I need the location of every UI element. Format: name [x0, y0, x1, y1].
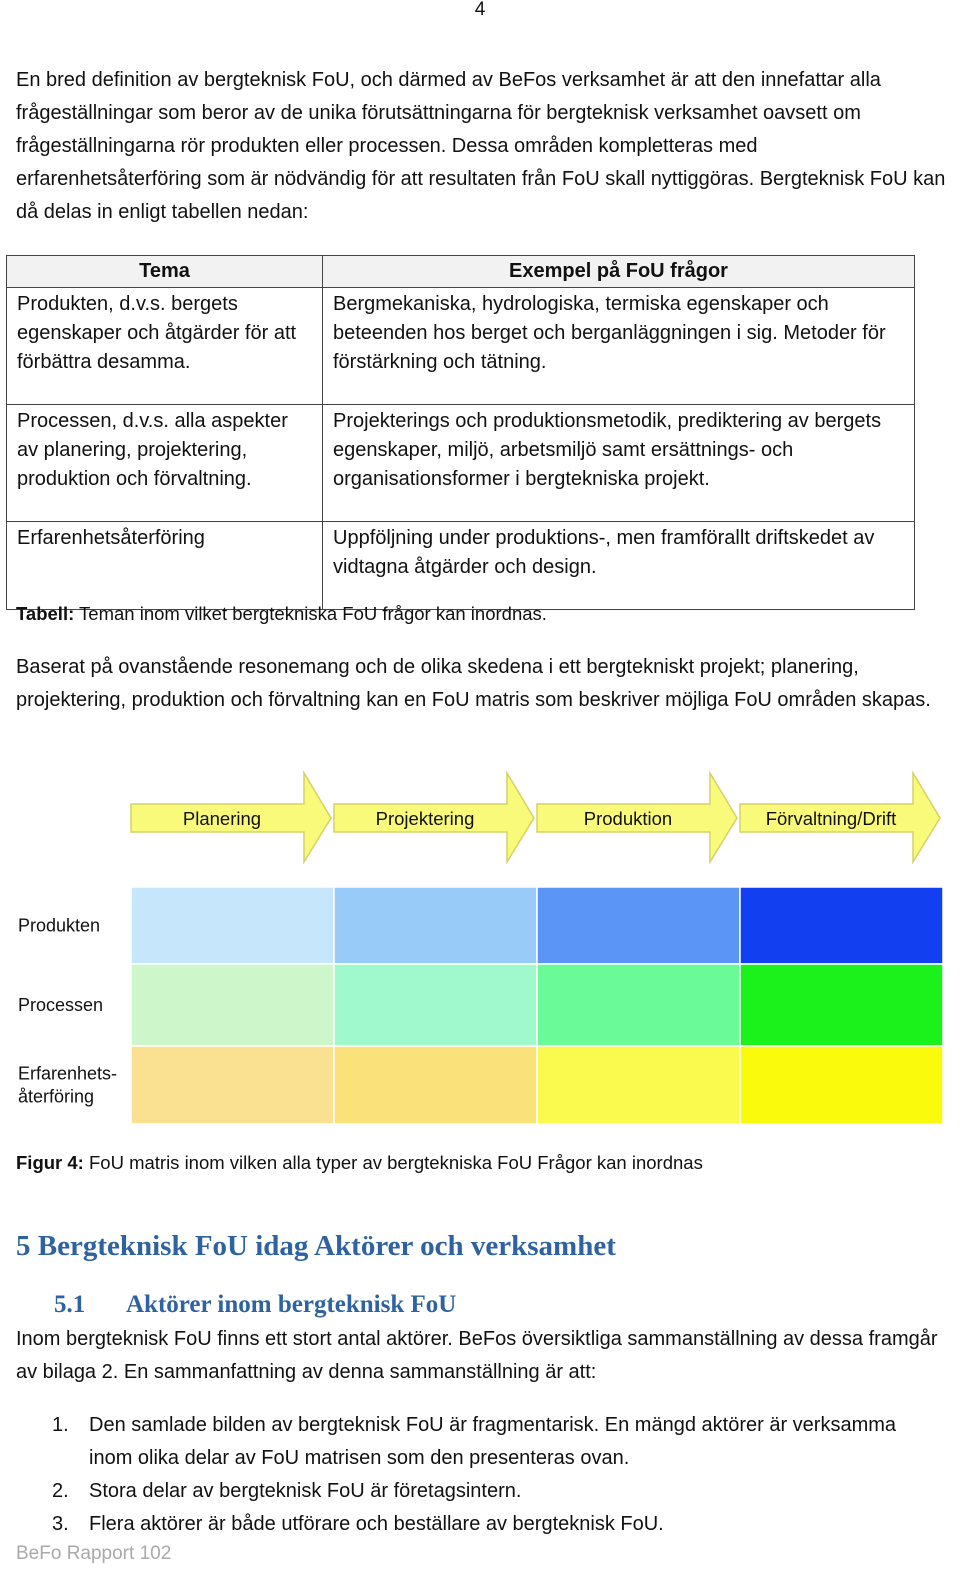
table-row [7, 522, 915, 610]
table-header-exempel: Exempel på FoU frågor [323, 256, 915, 288]
row-label-processen: Processen [18, 995, 104, 1015]
row-label-erfarenhets: Erfarenhets-återföring [18, 1063, 118, 1107]
subsection-title: Aktörer inom bergteknisk FoU [126, 1291, 457, 1318]
phase-label-produktion: Produktion [583, 808, 673, 829]
list-marker: 3. [52, 1513, 69, 1535]
section-paragraph: Inom bergteknisk FoU finns ett stort antal aktörer. BeFos översiktliga sammanställning av dessa framgår av bilaga 2. En sammanfattning av denna sammanställning är att: [16, 1328, 938, 1383]
matrix-cell [740, 964, 943, 1046]
table-header-tema: Tema [7, 256, 323, 288]
matrix-cell [131, 1046, 334, 1124]
fou-theme-table [6, 255, 915, 610]
matrix-cell [131, 887, 334, 964]
matrix-cell [334, 964, 537, 1046]
phase-label-f-rvaltning-drift: Förvaltning/Drift [765, 808, 897, 829]
list-item [16, 1409, 926, 1475]
matrix-intro-paragraph: Baserat på ovanstående resonemang och de olika skedena i ett bergtekniskt projekt; planering, projektering, produktion och förvaltning kan en FoU matris som beskriver möjliga FoU områden skapas. [16, 656, 931, 711]
matrix-cell [131, 964, 334, 1046]
list-item [16, 1508, 926, 1541]
table-cell-tema: Produkten, d.v.s. bergets egenskaper och åtgärder för att förbättra desamma. [7, 288, 323, 405]
table-cell-exempel: Uppföljning under produktions-, men framförallt driftskedet av vidtagna åtgärder och design. [323, 522, 915, 610]
footer-report-label: BeFo Rapport 102 [16, 1543, 172, 1564]
table-row [7, 405, 915, 522]
list-marker: 1. [52, 1414, 69, 1436]
phase-label-projektering: Projektering [375, 808, 475, 829]
figure-caption-label: Figur 4: [16, 1152, 84, 1173]
matrix-row-labels [18, 916, 117, 1107]
table-cell-exempel: Bergmekaniska, hydrologiska, termiska egenskaper och beteenden hos berget och berganläggningen i sig. Metoder för förstärkning och tätning. [323, 288, 915, 405]
matrix-cells [131, 887, 943, 1124]
list-item-text: Stora delar av bergteknisk FoU är företagsintern. [89, 1480, 522, 1502]
intro-paragraph: En bred definition av bergteknisk FoU, och därmed av BeFos verksamhet är att den innefattar alla frågeställningar som beror av de unika förutsättningarna för bergteknisk verksamhet oavsett om frågeställningarna rör produkten eller processen. Dessa områden kompletteras med erfarenhetsåterföring som är nödvändig för att resultaten från FoU skall nyttiggöras. Bergteknisk FoU kan då delas in enligt tabellen nedan: [16, 69, 946, 223]
table-caption-label: Tabell: [16, 603, 75, 624]
table-caption-text: Teman inom vilket bergtekniska FoU frågor kan inordnas. [74, 603, 547, 624]
list-item-text: Den samlade bilden av bergteknisk FoU är fragmentarisk. En mängd aktörer är verksamma inom olika delar av FoU matrisen som den presenteras ovan. [89, 1414, 897, 1469]
row-label-produkten: Produkten [18, 915, 101, 936]
table-cell-tema: Erfarenhetsåterföring [7, 522, 323, 610]
figure-caption-text: FoU matris inom vilken alla typer av bergtekniska FoU Frågor kan inordnas [83, 1152, 703, 1173]
matrix-cell [537, 1046, 740, 1124]
table-caption [16, 603, 547, 625]
list-item-text: Flera aktörer är både utförare och beställare av bergteknisk FoU. [89, 1513, 664, 1535]
phase-arrows [131, 773, 940, 862]
subsection-number: 5.1 [54, 1291, 86, 1318]
table-row [7, 288, 915, 405]
matrix-cell [334, 887, 537, 964]
matrix-cell [740, 1046, 943, 1124]
table-header-row [7, 256, 915, 288]
summary-list [16, 1409, 926, 1541]
matrix-cell [334, 1046, 537, 1124]
table-cell-exempel: Projekterings och produktionsmetodik, prediktering av bergets egenskaper, miljö, arbetsmiljö samt ersättnings- och organisationsformer i bergtekniska projekt. [323, 405, 915, 522]
phase-label-planering: Planering [182, 808, 262, 829]
figure-caption [16, 1152, 703, 1174]
table-cell-tema: Processen, d.v.s. alla aspekter av planering, projektering, produktion och förvaltning. [7, 405, 323, 522]
page-number: 4 [474, 0, 486, 20]
section-heading: 5 Bergteknisk FoU idag Aktörer och verksamhet [16, 1230, 616, 1262]
fou-matrix-figure [0, 770, 960, 1135]
subsection-heading [54, 1288, 456, 1322]
list-marker: 2. [52, 1480, 69, 1502]
matrix-cell [537, 964, 740, 1046]
matrix-cell [740, 887, 943, 964]
list-item [16, 1475, 926, 1508]
matrix-cell [537, 887, 740, 964]
